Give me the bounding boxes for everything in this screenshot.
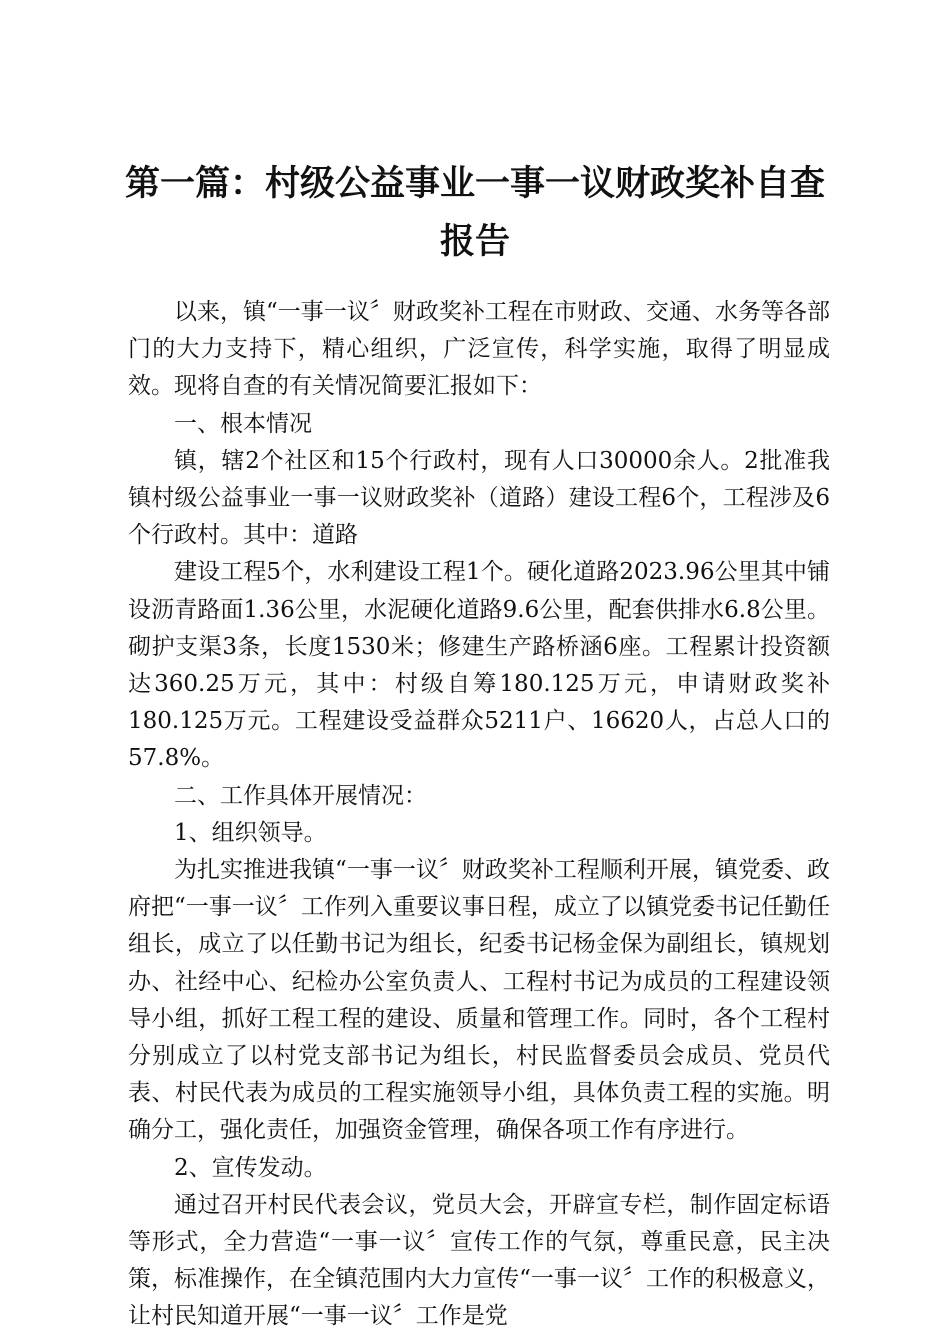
document-title-line-1: 第一篇：村级公益事业一事一议财政奖补自查 — [124, 164, 825, 204]
subheading-organization: 1、组织领导。 — [174, 819, 327, 846]
subheading-publicity: 2、宣传发动。 — [174, 1154, 327, 1181]
section-heading-work: 二、工作具体开展情况： — [174, 782, 427, 809]
paragraph-project-stats: 建设工程5个，水利建设工程1个。硬化道路2023.96公里其中铺设沥青路面1.36公里，水泥硬化道路9.6公里，配套供排水6.8公里。砌护支渠3条，长度1530米；修建生产路桥涵6座。工程累计投资额达360.25万元，其中：村级自筹180.125万元，申请财政奖补180.125万元。工程建设受益群众5211户、16620人，占总人口的57.8%。 — [128, 559, 830, 772]
section-heading-basic: 一、根本情况 — [174, 410, 312, 437]
paragraph-intro: 以来，镇“一事一议〞财政奖补工程在市财政、交通、水务等各部门的大力支持下，精心组织，广泛宣传，科学实施，取得了明显成效。现将自查的有关情况简要汇报如下： — [128, 299, 830, 400]
document-title-line-2: 报告 — [439, 222, 510, 262]
paragraph-publicity: 通过召开村民代表会议，党员大会，开辟宣专栏，制作固定标语等形式，全力营造“一事一议〞宣传工作的气氛，尊重民意，民主决策，标准操作，在全镇范围内大力宣传“一事一议〞工作的积极意义，让村民知道开展“一事一议〞工作是党 — [128, 1191, 830, 1330]
document-body — [128, 294, 830, 1336]
paragraph-organization: 为扎实推进我镇“一事一议〞财政奖补工程顺利开展，镇党委、政府把“一事一议〞工作列入重要议事日程，成立了以镇党委书记任勤任组长，成立了以任勤书记为组长，纪委书记杨金保为副组长，镇规划办、社经中心、纪检办公室负责人、工程村书记为成员的工程建设领导小组，抓好工程工程的建设、质量和管理工作。同时，各个工程村分别成立了以村党支部书记为组长，村民监督委员会成员、党员代表、村民代表为成员的工程实施领导小组，具体负责工程的实施。明确分工，强化责任，加强资金管理，确保各项工作有序进行。 — [128, 857, 830, 1144]
paragraph-basic-info: 镇，辖2个社区和15个行政村，现有人口30000余人。2批准我镇村级公益事业一事一议财政奖补（道路）建设工程6个，工程涉及6个行政村。其中：道路 — [128, 447, 830, 549]
